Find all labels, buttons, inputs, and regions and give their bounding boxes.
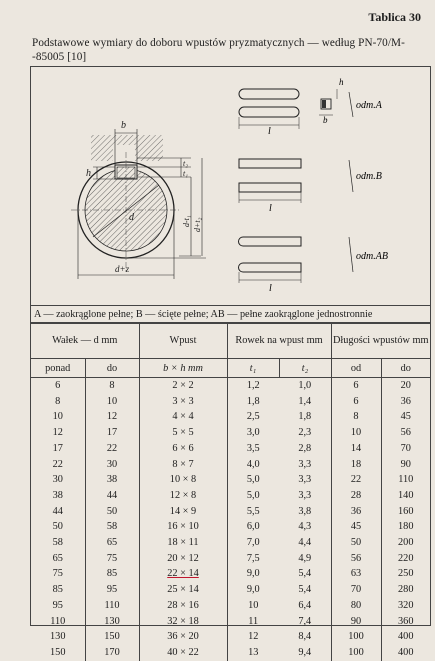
table-cell: 2,8	[279, 441, 331, 457]
table-cell: 85	[85, 566, 139, 582]
table-cell: 18	[331, 457, 381, 473]
table-row	[31, 551, 430, 567]
dimensions-table	[31, 323, 430, 661]
table-cell: 4,9	[279, 551, 331, 567]
table-row	[31, 394, 430, 410]
table-cell: 7,0	[227, 535, 279, 551]
table-cell: 400	[381, 629, 430, 645]
table-cell: 56	[381, 425, 430, 441]
table-cell: 10	[227, 598, 279, 614]
key-a-length-label: l	[268, 126, 271, 137]
table-cell: 110	[381, 472, 430, 488]
table-cell: 6,0	[227, 519, 279, 535]
dim-label-t2: t₂	[183, 159, 189, 168]
table-cell: 16 × 10	[139, 519, 227, 535]
table-cell: 8	[85, 378, 139, 394]
table-cell: 20 × 12	[139, 551, 227, 567]
table-cell: 44	[85, 488, 139, 504]
table-cell: 1,4	[279, 394, 331, 410]
table-cell: 250	[381, 566, 430, 582]
subheader-t2: t₂	[279, 359, 331, 378]
table-cell: 4,0	[227, 457, 279, 473]
table-cell: 8	[331, 409, 381, 425]
table-row	[31, 519, 430, 535]
table-cell: 30	[85, 457, 139, 473]
header-groove: Rowek na wpust mm	[227, 324, 331, 359]
table-cell: 38	[85, 472, 139, 488]
table-cell: 100	[331, 629, 381, 645]
table-cell: 17	[85, 425, 139, 441]
dim-label-d: d	[129, 212, 134, 223]
table-cell: 10	[31, 409, 85, 425]
table-row	[31, 504, 430, 520]
table-cell: 110	[31, 614, 85, 630]
table-cell: 30	[31, 472, 85, 488]
key-height-label: h	[339, 77, 344, 87]
table-cell: 36	[381, 394, 430, 410]
table-cell: 8 × 7	[139, 457, 227, 473]
table-cell: 4,3	[279, 519, 331, 535]
table-cell: 400	[381, 645, 430, 661]
key-form-ab	[239, 237, 354, 283]
table-cell: 6,4	[279, 598, 331, 614]
legend: A — zaokrąglone pełne; B — ścięte pełne; AB — pełne zaokrąglone jednostronnie	[31, 305, 430, 323]
table-cell: 100	[331, 645, 381, 661]
table-cell: 3 × 3	[139, 394, 227, 410]
table-cell: 5,0	[227, 472, 279, 488]
table-cell: 11	[227, 614, 279, 630]
table-row	[31, 409, 430, 425]
table-cell: 3,3	[279, 488, 331, 504]
table-cell: 3,8	[279, 504, 331, 520]
table-cell: 65	[85, 535, 139, 551]
table-cell: 85	[31, 582, 85, 598]
table-cell: 58	[31, 535, 85, 551]
table-cell: 1,8	[227, 394, 279, 410]
table-cell: 32 × 18	[139, 614, 227, 630]
table-cell: 36 × 20	[139, 629, 227, 645]
table-cell: 50	[331, 535, 381, 551]
subheader-length-from: od	[331, 359, 381, 378]
table-row	[31, 441, 430, 457]
table-cell: 90	[331, 614, 381, 630]
table-cell: 38	[31, 488, 85, 504]
key-ab-length-label: l	[269, 283, 272, 294]
table-cell: 5,4	[279, 566, 331, 582]
table-cell: 1,0	[279, 378, 331, 394]
table-cell: 45	[381, 409, 430, 425]
table-cell: 12	[85, 409, 139, 425]
subheader-t1: t₁	[227, 359, 279, 378]
table-row	[31, 457, 430, 473]
table-row	[31, 566, 430, 582]
header-length: Długości wpustów mm	[331, 324, 430, 359]
table-cell: 56	[331, 551, 381, 567]
table-cell: 70	[381, 441, 430, 457]
table-cell: 3,3	[279, 457, 331, 473]
table-cell: 3,5	[227, 441, 279, 457]
table-cell: 8,4	[279, 629, 331, 645]
table-cell: 130	[31, 629, 85, 645]
table-cell: 65	[31, 551, 85, 567]
table-row	[31, 472, 430, 488]
table-cell: 280	[381, 582, 430, 598]
table-cell: 2,5	[227, 409, 279, 425]
table-cell: 110	[85, 598, 139, 614]
table-cell: 17	[31, 441, 85, 457]
table-cell: 50	[31, 519, 85, 535]
table-cell: 14 × 9	[139, 504, 227, 520]
table-row	[31, 378, 430, 394]
table-cell: 320	[381, 598, 430, 614]
table-cell: 50	[85, 504, 139, 520]
table-cell: 13	[227, 645, 279, 661]
table-cell: 40 × 22	[139, 645, 227, 661]
table-cell: 10	[85, 394, 139, 410]
key-b-length-label: l	[269, 203, 272, 214]
table-cell: 75	[31, 566, 85, 582]
table-row	[31, 535, 430, 551]
table-cell: 95	[85, 582, 139, 598]
table-cell: 7,5	[227, 551, 279, 567]
table-cell: 150	[85, 629, 139, 645]
table-cell: 9,4	[279, 645, 331, 661]
table-cell: 25 × 14	[139, 582, 227, 598]
table-cell: 36	[331, 504, 381, 520]
table-cell: 28 × 16	[139, 598, 227, 614]
table-cell: 45	[331, 519, 381, 535]
table-caption: Podstawowe wymiary do doboru wpustów pryzmatycznych — według PN-70/M--85005 [10]	[32, 37, 405, 63]
variant-label-b: odm.B	[356, 171, 382, 182]
table-cell: 6	[331, 378, 381, 394]
dim-label-t1: t₁	[183, 169, 189, 178]
table-cell: 95	[31, 598, 85, 614]
table-cell: 170	[85, 645, 139, 661]
table-cell: 150	[31, 645, 85, 661]
table-cell: 9,0	[227, 582, 279, 598]
table-cell: 130	[85, 614, 139, 630]
table-cell: 140	[381, 488, 430, 504]
table-cell: 5,5	[227, 504, 279, 520]
dim-label-d-plus-t2: d+t₂	[193, 217, 202, 232]
table-cell: 44	[31, 504, 85, 520]
table-cell: 10 × 8	[139, 472, 227, 488]
variant-label-ab: odm.AB	[356, 251, 388, 262]
table-cell: 22	[31, 457, 85, 473]
table-cell: 2 × 2	[139, 378, 227, 394]
table-cell: 22	[85, 441, 139, 457]
table-cell: 4 × 4	[139, 409, 227, 425]
table-row	[31, 488, 430, 504]
subheader-to: do	[85, 359, 139, 378]
key-form-a	[239, 89, 353, 129]
key-width-label: b	[323, 115, 328, 125]
table-cell: 5 × 5	[139, 425, 227, 441]
table-row	[31, 614, 430, 630]
table-cell: 5,4	[279, 582, 331, 598]
subheader-length-to: do	[381, 359, 430, 378]
table-cell: 70	[331, 582, 381, 598]
table-row	[31, 645, 430, 661]
key-form-b	[239, 159, 353, 203]
table-body	[31, 378, 430, 661]
table-cell: 8	[31, 394, 85, 410]
table-cell: 9,0	[227, 566, 279, 582]
table-cell: 3,0	[227, 425, 279, 441]
table-row	[31, 629, 430, 645]
table-cell: 58	[85, 519, 139, 535]
table-cell: 18 × 11	[139, 535, 227, 551]
variant-label-a: odm.A	[356, 100, 382, 111]
table-cell: 220	[381, 551, 430, 567]
table-cell: 63	[331, 566, 381, 582]
table-cell: 4,4	[279, 535, 331, 551]
page-title: Tablica 30	[368, 10, 421, 24]
table-cell: 2,3	[279, 425, 331, 441]
table-frame	[30, 66, 431, 658]
header-key: Wpust	[139, 324, 227, 359]
header-shaft: Wałek — d mm	[31, 324, 139, 359]
table-row	[31, 582, 430, 598]
table-cell: 160	[381, 504, 430, 520]
table-cell: 12	[31, 425, 85, 441]
table-cell: 22	[331, 472, 381, 488]
table-cell: 6	[331, 394, 381, 410]
dim-label-d-plus-z: d+z	[115, 264, 130, 274]
table-cell: 20	[381, 378, 430, 394]
table-cell: 10	[331, 425, 381, 441]
table-cell: 28	[331, 488, 381, 504]
table-cell: 3,3	[279, 472, 331, 488]
dim-label-d-minus-t1: d-t₁	[182, 215, 191, 227]
key-drawing	[31, 67, 430, 305]
table-cell: 14	[331, 441, 381, 457]
subheader-from: ponad	[31, 359, 85, 378]
table-cell: 90	[381, 457, 430, 473]
table-cell: 1,2	[227, 378, 279, 394]
table-cell: 80	[331, 598, 381, 614]
table-cell: 1,8	[279, 409, 331, 425]
table-cell: 22 × 14	[139, 566, 227, 582]
table-cell: 6 × 6	[139, 441, 227, 457]
table-row	[31, 425, 430, 441]
table-cell: 75	[85, 551, 139, 567]
table-cell: 5,0	[227, 488, 279, 504]
table-cell: 7,4	[279, 614, 331, 630]
subheader-bxh: b × h mm	[139, 359, 227, 378]
table-cell: 180	[381, 519, 430, 535]
dim-label-h: h	[86, 168, 91, 179]
table-cell: 200	[381, 535, 430, 551]
table-row	[31, 598, 430, 614]
table-cell: 360	[381, 614, 430, 630]
table-cell: 12	[227, 629, 279, 645]
table-cell: 6	[31, 378, 85, 394]
table-cell: 12 × 8	[139, 488, 227, 504]
dim-label-b: b	[121, 120, 126, 131]
